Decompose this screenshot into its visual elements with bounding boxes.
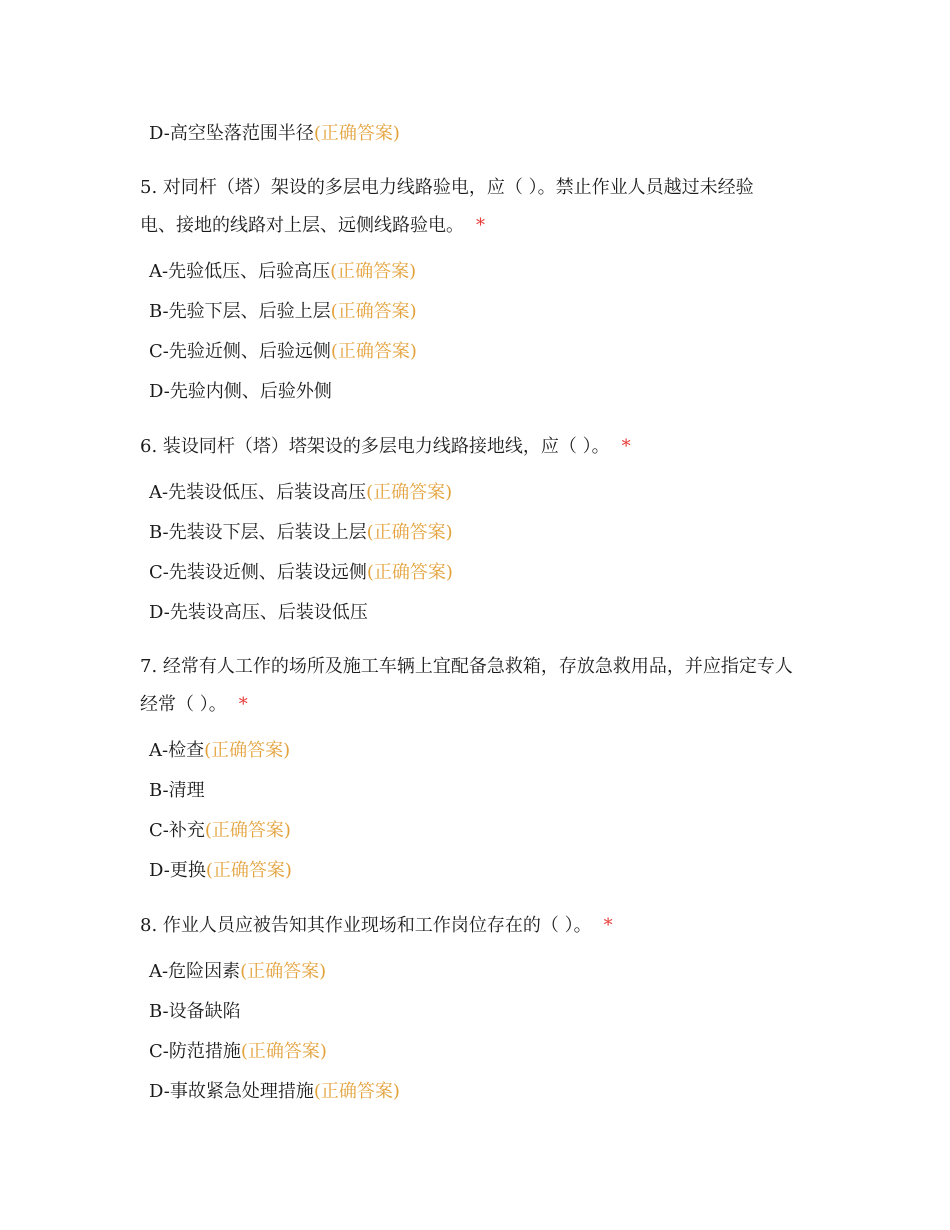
correct-answer-label: (正确答案) (204, 740, 291, 761)
correct-answer-label: (正确答案) (366, 482, 453, 503)
correct-answer-label: (正确答案) (240, 1041, 327, 1062)
option-line (149, 122, 400, 146)
question-text: 8. 作业人员应被告知其作业现场和工作岗位存在的（ ）。 * (140, 915, 613, 936)
required-mark: * (476, 215, 485, 236)
question-text: 6. 装设同杆（塔）塔架设的多层电力线路接地线，应（ ）。 * (140, 436, 631, 457)
option-line (149, 380, 332, 404)
correct-answer-label: (正确答案) (313, 1081, 400, 1102)
question-text: 7. 经常有人工作的场所及施工车辆上宜配备急救箱，存放急救用品，并应指定专人 (140, 656, 793, 677)
option-text: D-事故紧急处理措施 (149, 1081, 314, 1102)
option-text: A-先验低压、后验高压 (149, 261, 331, 282)
option-line (149, 340, 417, 364)
required-mark: * (238, 694, 248, 715)
correct-answer-label: (正确答案) (240, 961, 327, 982)
question-text: 电、接地的线路对上层、远侧线路验电。 * (140, 215, 485, 236)
option-text: A-检查 (149, 740, 205, 761)
option-line (149, 260, 416, 284)
correct-answer-label: (正确答案) (204, 820, 291, 841)
option-line (149, 779, 205, 803)
option-line (149, 1040, 327, 1064)
correct-answer-label: (正确答案) (330, 261, 417, 282)
option-line (149, 819, 291, 843)
option-line (149, 521, 453, 545)
option-line (149, 739, 290, 763)
correct-answer-label: (正确答案) (313, 123, 400, 144)
question-text: 经常（ ）。 * (140, 694, 248, 715)
option-text: C-先验近侧、后验远侧 (149, 341, 331, 362)
correct-answer-label: (正确答案) (366, 522, 453, 543)
option-line (149, 960, 326, 984)
option-text: C-先装设近侧、后装设远侧 (149, 562, 367, 583)
option-text: B-先装设下层、后装设上层 (149, 522, 367, 543)
option-text: B-清理 (149, 780, 205, 801)
option-text: A-先装设低压、后装设高压 (149, 482, 367, 503)
option-text: D-高空坠落范围半径 (149, 123, 314, 144)
option-line (149, 300, 417, 324)
option-line (149, 561, 453, 585)
required-mark: * (603, 915, 613, 936)
question-text: 5. 对同杆（塔）架设的多层电力线路验电，应（ ）。禁止作业人员越过未经验 (140, 177, 754, 198)
option-line (149, 1080, 400, 1104)
required-mark: * (621, 436, 631, 457)
option-text: A-危险因素 (149, 961, 241, 982)
correct-answer-label: (正确答案) (330, 301, 417, 322)
option-line (149, 601, 368, 625)
option-text: B-先验下层、后验上层 (149, 301, 331, 322)
correct-answer-label: (正确答案) (366, 562, 453, 583)
option-text: D-先验内侧、后验外侧 (149, 381, 332, 402)
option-line (149, 481, 452, 505)
correct-answer-label: (正确答案) (205, 860, 292, 881)
option-text: D-先装设高压、后装设低压 (149, 602, 368, 623)
option-text: C-补充 (149, 820, 205, 841)
option-line (149, 1000, 241, 1024)
correct-answer-label: (正确答案) (330, 341, 417, 362)
option-text: C-防范措施 (149, 1041, 241, 1062)
option-text: B-设备缺陷 (149, 1001, 241, 1022)
option-text: D-更换 (149, 860, 206, 881)
option-line (149, 859, 292, 883)
